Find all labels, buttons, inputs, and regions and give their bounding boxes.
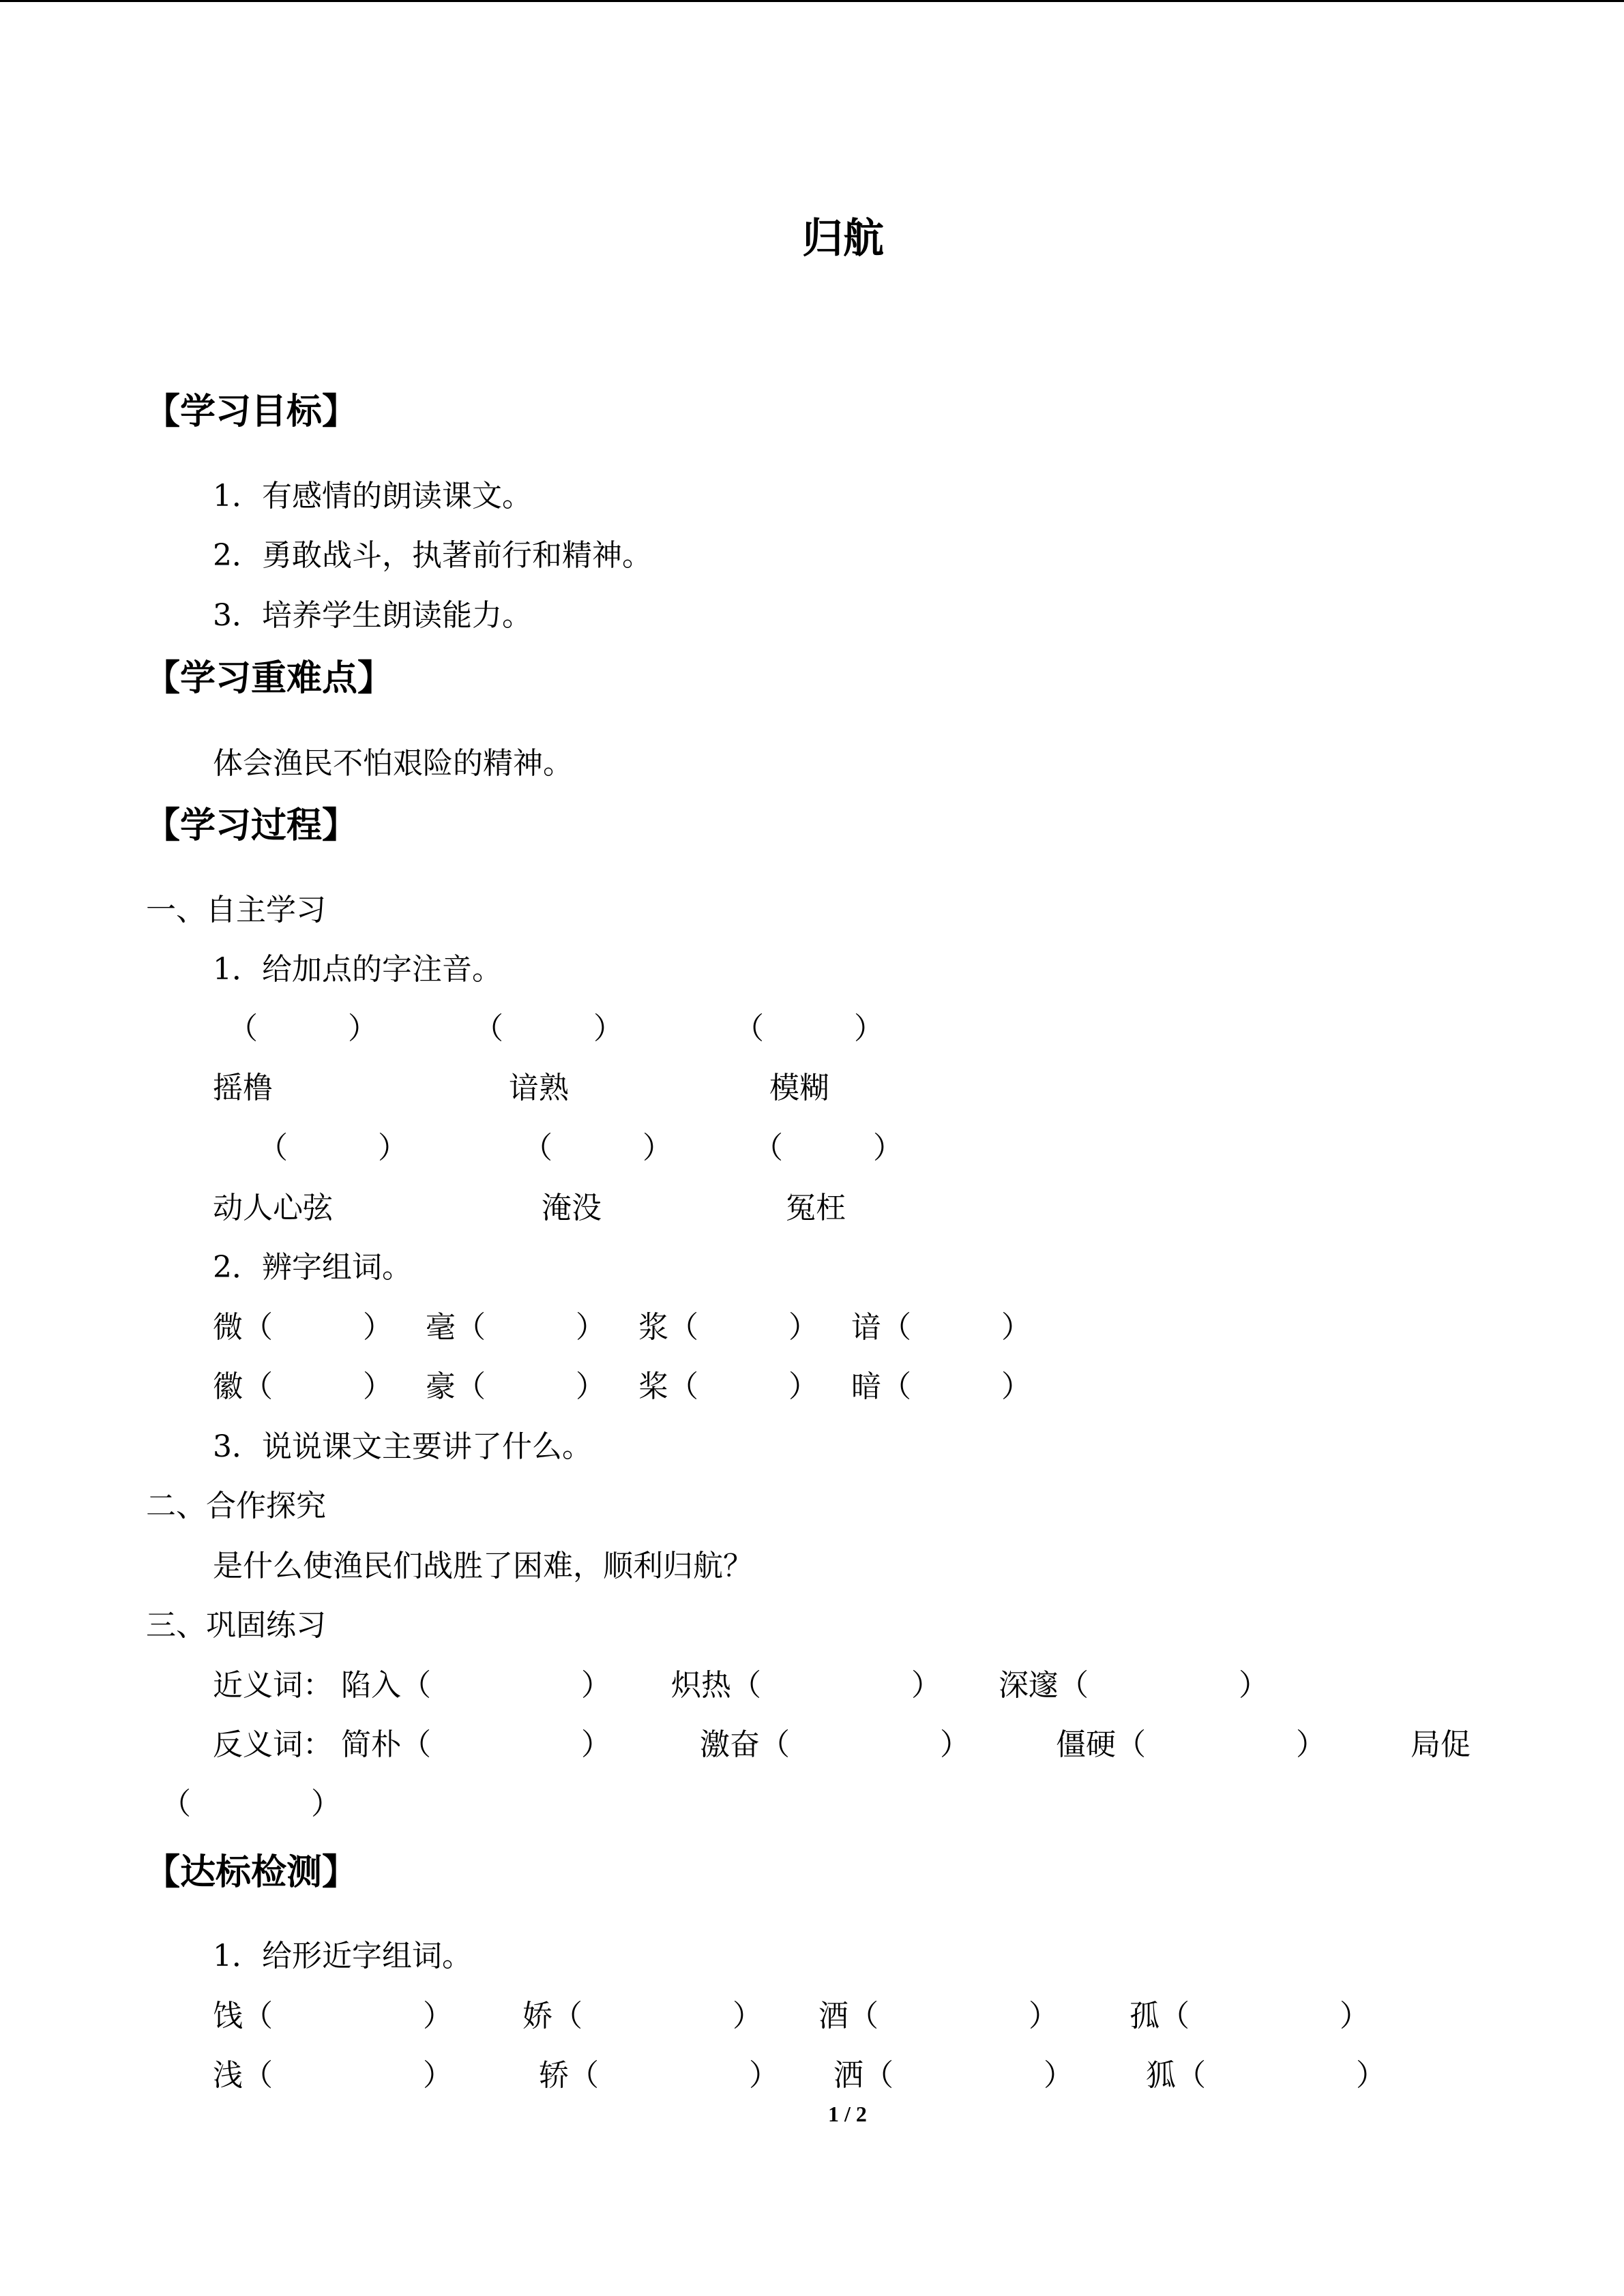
question-text: 1．给加点的字注音。 (213, 952, 502, 987)
char-blank: 谙（ ） (851, 1310, 1031, 1345)
pinyin-blank: （ ） (522, 1131, 673, 1165)
objectives-heading: 【学习目标】 (145, 391, 358, 432)
pinyin-blank: （ ） (734, 1011, 884, 1046)
page-title: 归航 (802, 215, 884, 263)
char-blank: 徽（ ） (213, 1369, 393, 1404)
antonyms-label: 反义词： (213, 1727, 333, 1762)
char-blank: 豪（ ） (426, 1369, 606, 1404)
page-number: 1 / 2 (828, 2102, 867, 2126)
section-label: 三、巩固练习 (146, 1608, 326, 1643)
key-points-text: 体会渔民不怕艰险的精神。 (213, 746, 573, 781)
synonym-blank: 炽热（ ） (671, 1668, 941, 1703)
pinyin-blank: （ ） (258, 1131, 408, 1165)
pinyin-blank: （ ） (228, 1011, 378, 1046)
cooperation-question: 是什么使渔民们战胜了困难，顺利归航？ (213, 1549, 753, 1583)
char-blank: 娇（ ） (522, 1999, 763, 2033)
char-blank: 浅（ ） (213, 2058, 453, 2093)
char-blank: 毫（ ） (426, 1310, 606, 1345)
vocab-word: 淹没 (542, 1191, 602, 1225)
synonyms-label: 近义词： (213, 1668, 333, 1703)
char-blank: 孤（ ） (1130, 1999, 1370, 2033)
objective-item: 3．培养学生朗读能力。 (213, 598, 532, 633)
synonym-blank: 陷入（ ） (341, 1668, 611, 1703)
synonym-blank: 深邃（ ） (999, 1668, 1269, 1703)
pinyin-blank: （ ） (753, 1131, 903, 1165)
char-blank: 饯（ ） (213, 1999, 453, 2033)
antonym-blank: 局促 (1411, 1727, 1471, 1762)
question-text: 3．说说课文主要讲了什么。 (213, 1429, 592, 1464)
pinyin-blank: （ ） (473, 1011, 623, 1046)
key-points-heading: 【学习重难点】 (145, 658, 394, 699)
section-label: 一、自主学习 (146, 893, 326, 927)
char-blank: 微（ ） (213, 1310, 393, 1345)
antonym-blank-wrap: （ ） (161, 1787, 341, 1821)
section-label: 二、合作探究 (146, 1489, 326, 1523)
char-blank: 桨（ ） (638, 1369, 818, 1404)
char-blank: 暗（ ） (851, 1369, 1031, 1404)
vocab-word: 模糊 (769, 1071, 829, 1105)
test-heading: 【达标检测】 (145, 1852, 358, 1893)
char-blank: 洒（ ） (833, 2058, 1074, 2093)
char-blank: 浆（ ） (638, 1310, 818, 1345)
antonym-blank: 简朴（ ） (341, 1727, 611, 1762)
char-blank: 轿（ ） (539, 2058, 779, 2093)
objective-item: 1．有感情的朗读课文。 (213, 479, 532, 513)
antonym-blank: 僵硬（ ） (1056, 1727, 1326, 1762)
char-blank: 酒（ ） (818, 1999, 1059, 2033)
top-border (0, 0, 1624, 2)
vocab-word: 谙熟 (509, 1071, 569, 1105)
objective-item: 2．勇敢战斗，执著前行和精神。 (213, 538, 652, 573)
process-heading: 【学习过程】 (145, 805, 358, 846)
vocab-word: 冤枉 (786, 1191, 846, 1225)
antonym-blank: 激奋（ ） (700, 1727, 970, 1762)
vocab-word: 动人心弦 (213, 1191, 333, 1225)
question-text: 1．给形近字组词。 (213, 1939, 472, 1973)
vocab-word: 摇橹 (213, 1071, 273, 1105)
question-text: 2．辨字组词。 (213, 1250, 412, 1285)
char-blank: 狐（ ） (1146, 2058, 1386, 2093)
